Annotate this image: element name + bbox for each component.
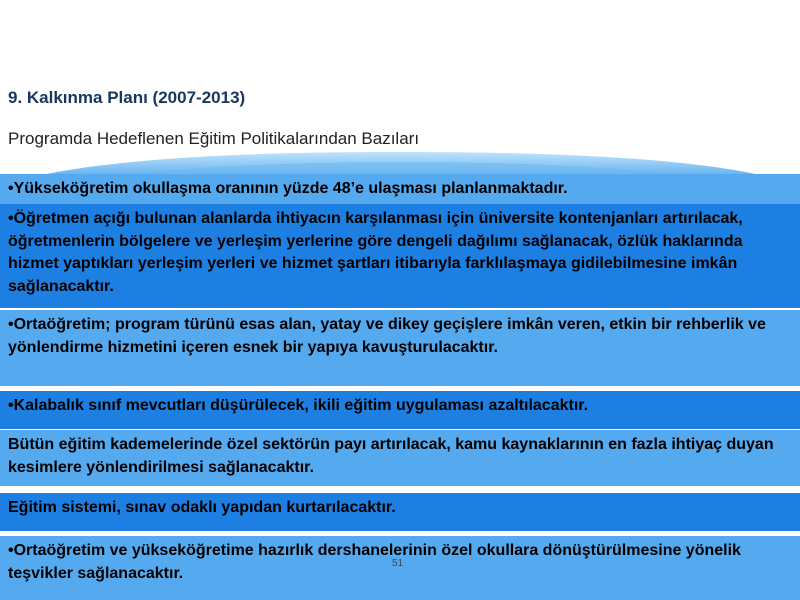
policy-item-5: Bütün eğitim kademelerinde özel sektörün payı artırılacak, kamu kaynaklarının en fazla ihtiyaç duyan kesimlere yönlendirilmesi sağlanacaktır. [0, 430, 800, 486]
policy-item-2: •Öğretmen açığı bulunan alanlarda ihtiyacın karşılanması için üniversite kontenjanları artırılacak, öğretmenlerin bölgelere ve yerleşim yerlerine göre dengeli dağılımı sağlanacak, özlük haklarında hizmet yaptıkları yerleşim yerleri ve hizmet şartları itibarıyla farklılaşmaya gidilebilmesine imkân sağlanacaktır. [0, 204, 800, 308]
policy-item-4: •Kalabalık sınıf mevcutları düşürülecek, ikili eğitim uygulaması azaltılacaktır. [0, 391, 800, 429]
slide-subtitle: Programda Hedeflenen Eğitim Politikalarından Bazıları [8, 129, 420, 148]
policy-item-1: •Yükseköğretim okullaşma oranının yüzde 48’e ulaşması planlanmaktadır. [0, 174, 800, 204]
policy-item-7: •Ortaöğretim ve yükseköğretime hazırlık dershanelerinin özel okullara dönüştürülmesine yönelik teşvikler sağlanacaktır. [0, 536, 800, 600]
page-number: 51 [392, 558, 404, 569]
slide-title: 9. Kalkınma Planı (2007-2013) [8, 88, 246, 107]
policy-item-6: Eğitim sistemi, sınav odaklı yapıdan kurtarılacaktır. [0, 493, 800, 531]
policy-item-3: •Ortaöğretim; program türünü esas alan, yatay ve dikey geçişlere imkân veren, etkin bir rehberlik ve yönlendirme hizmetini içeren esnek bir yapıya kavuşturulacaktır. [0, 310, 800, 386]
